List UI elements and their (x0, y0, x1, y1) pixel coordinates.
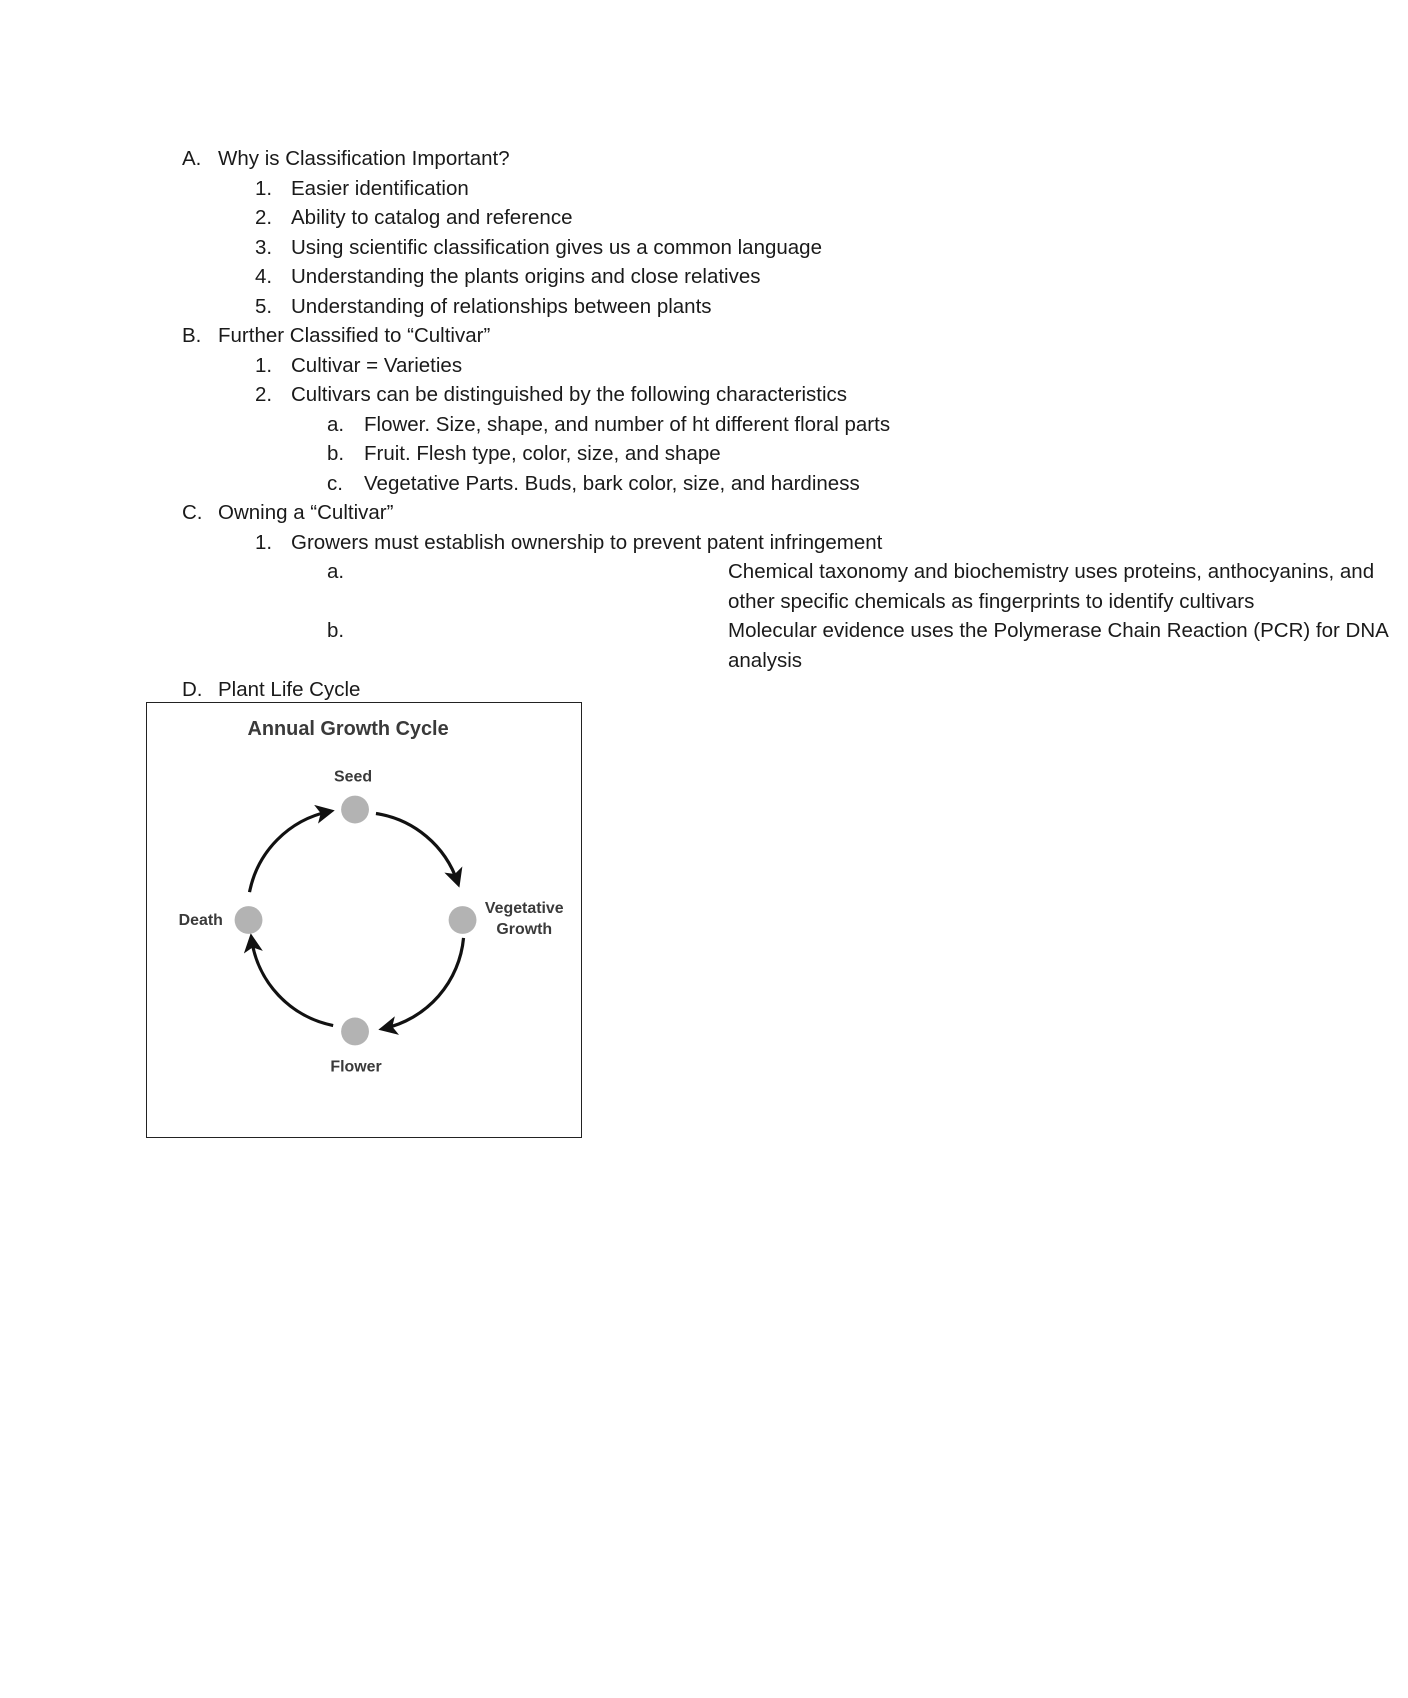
item-marker: 1. (255, 353, 273, 377)
annual-growth-cycle-figure (146, 702, 582, 1138)
arrow-death-to-seed (250, 812, 330, 893)
item-marker: 2. (255, 206, 273, 229)
sub-item-text: Fruit. Flesh type, color, size, and shape (364, 442, 721, 465)
death-label: Death (178, 911, 223, 929)
flower-node (341, 1018, 369, 1046)
section-title: Why is Classification Important? (218, 147, 510, 170)
item-text: Understanding the plants origins and close relatives (291, 265, 761, 288)
growth-cycle-diagram (147, 703, 581, 1137)
section-marker: B. (182, 324, 202, 347)
section-c-heading (0, 498, 1200, 528)
sub-list-item (0, 557, 1375, 616)
section-marker: C. (182, 501, 203, 524)
list-item (0, 380, 1200, 410)
sub-item-marker: a. (327, 412, 345, 436)
section-a-heading (0, 144, 1200, 174)
list-item (0, 292, 1200, 322)
item-marker: 3. (255, 235, 273, 259)
list-item (0, 351, 1200, 381)
sub-item-marker: c. (327, 471, 343, 495)
item-text: Easier identification (291, 176, 469, 200)
seed-label: Seed (334, 768, 373, 786)
vegetative-label: Vegetative (484, 900, 564, 918)
list-item (0, 174, 1200, 204)
arrow-flower-to-death (252, 939, 334, 1026)
item-marker: 1. (255, 530, 273, 554)
sub-list-item (0, 439, 1200, 469)
death-node (235, 906, 263, 934)
section-d-heading (0, 675, 1200, 705)
item-marker: 5. (255, 294, 273, 318)
item-marker: 1. (255, 176, 273, 200)
section-title: Further Classified to “Cultivar” (218, 324, 491, 347)
sub-item-text: Chemical taxonomy and biochemistry uses proteins, anthocyanins, and other specific chemicals as fingerprints to identify cultivars (728, 560, 1375, 613)
item-text: Using scientific classification gives us a common language (291, 235, 822, 259)
item-text: Ability to catalog and reference (291, 206, 573, 229)
growth-label: Growth (496, 920, 553, 938)
list-item (0, 203, 1200, 233)
section-b-heading (0, 321, 1200, 351)
sub-list-item (0, 469, 1200, 499)
sub-list-item (0, 616, 1388, 675)
sub-item-marker: a. (327, 560, 345, 583)
arrow-vegetative-to-flower (384, 938, 464, 1029)
item-text: Cultivars can be distinguished by the following characteristics (291, 383, 848, 406)
sub-item-marker: b. (327, 442, 345, 465)
sub-item-text: Flower. Size, shape, and number of ht different floral parts (364, 412, 891, 436)
arrow-seed-to-vegetative (376, 813, 458, 882)
section-marker: D. (182, 678, 203, 701)
item-text: Growers must establish ownership to prevent patent infringement (291, 530, 883, 554)
section-title: Owning a “Cultivar” (218, 501, 394, 524)
section-title: Plant Life Cycle (218, 678, 361, 701)
flower-label: Flower (330, 1058, 382, 1076)
outline-list (0, 144, 1388, 705)
sub-list-item (0, 410, 1200, 440)
sub-item-text: Molecular evidence uses the Polymerase Chain Reaction (PCR) for DNA analysis (728, 619, 1388, 672)
list-item (0, 233, 1200, 263)
sub-item-text: Vegetative Parts. Buds, bark color, size, and hardiness (364, 471, 860, 495)
section-marker: A. (182, 147, 202, 170)
seed-node (341, 796, 369, 824)
list-item (0, 528, 1200, 558)
item-text: Understanding of relationships between plants (291, 294, 712, 318)
figure-title: Annual Growth Cycle (247, 717, 449, 740)
item-marker: 4. (255, 265, 273, 288)
item-text: Cultivar = Varieties (291, 353, 463, 377)
item-marker: 2. (255, 383, 273, 406)
vegetative-growth-node (449, 906, 477, 934)
list-item (0, 262, 1200, 292)
sub-item-marker: b. (327, 619, 345, 642)
